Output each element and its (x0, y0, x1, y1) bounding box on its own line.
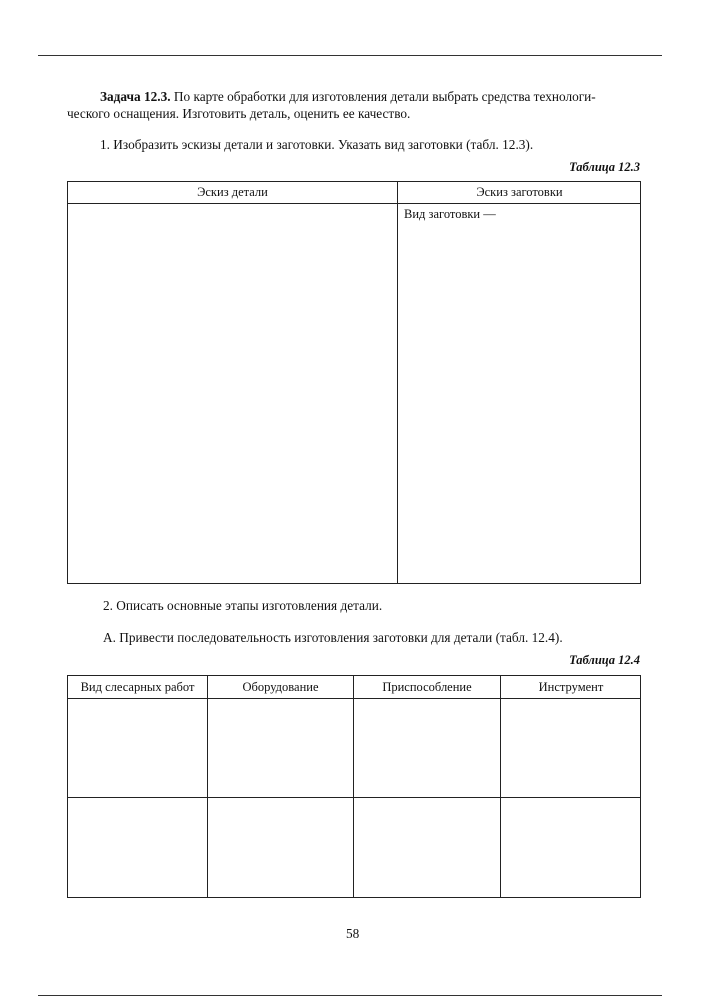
header-blank-sketch: Эскиз заготовки (476, 185, 563, 199)
task-paragraph-line1 (100, 89, 596, 105)
header-work-type: Вид слесарных работ (80, 680, 195, 694)
header-part-sketch: Эскиз детали (197, 185, 268, 199)
task-text: По карте обработки для изготовления детали выбрать средства технологи- (173, 89, 596, 104)
page-number: 58 (346, 926, 360, 941)
header-tool: Инструмент (538, 680, 604, 694)
column-divider (207, 676, 208, 897)
header-divider (68, 698, 640, 699)
bottom-rule (38, 995, 662, 996)
row-divider (68, 797, 640, 798)
step-2: 2. Описать основные этапы изготовления детали. (103, 598, 383, 613)
column-divider (500, 676, 501, 897)
column-divider (353, 676, 354, 897)
header-fixture: Приспособление (382, 680, 472, 694)
table1-caption: Таблица 12.3 (569, 160, 640, 174)
header-equipment: Оборудование (242, 680, 319, 694)
task-paragraph-line2: ческого оснащения. Изготовить деталь, оценить ее качество. (67, 106, 411, 121)
table2-caption: Таблица 12.4 (569, 653, 640, 667)
step-a: А. Привести последовательность изготовления заготовки для детали (табл. 12.4). (103, 630, 563, 645)
blank-type-label: Вид заготовки — (404, 207, 496, 221)
table-12-3 (67, 181, 641, 584)
top-rule (38, 55, 662, 56)
header-divider (68, 203, 640, 204)
table-12-4 (67, 675, 641, 898)
column-divider (397, 182, 398, 583)
task-title: Задача 12.3. (100, 89, 171, 104)
step-1: 1. Изобразить эскизы детали и заготовки. Указать вид заготовки (табл. 12.3). (100, 137, 534, 152)
